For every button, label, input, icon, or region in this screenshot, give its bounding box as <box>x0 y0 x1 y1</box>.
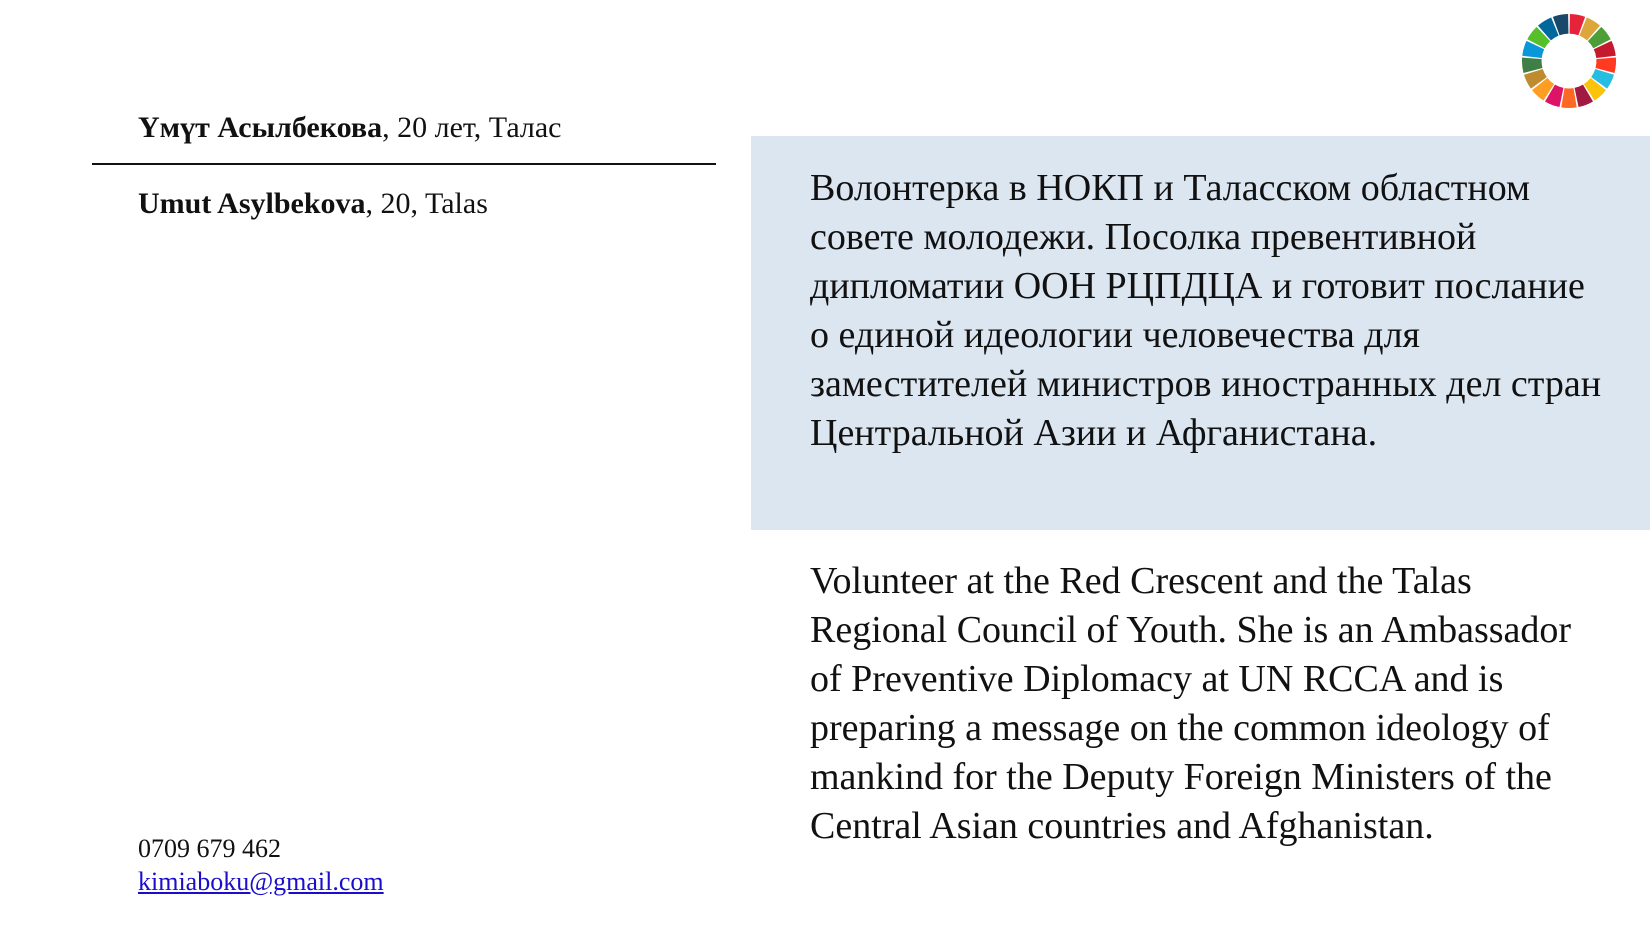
name-line-en <box>138 184 488 224</box>
name-line-ru <box>138 108 562 148</box>
sdg-color-wheel-icon <box>1520 12 1618 110</box>
bio-text-ru: Волонтерка в НОКП и Таласском областном совете молодежи. Посолка превентивной дипломатии ООН РЦПДЦА и готовит послание о единой идеологии человечества для заместителей министров иностранных дел стран Центральной Азии и Афганистана. <box>810 167 1602 454</box>
bio-text-en: Volunteer at the Red Crescent and the Talas Regional Council of Youth. She is an Ambassador of Preventive Diplomacy at UN RCCA and is preparing a message on the common ideology of mankind for the Deputy Foreign Ministers of the Central Asian countries and Afghanistan. <box>810 560 1572 847</box>
name-divider <box>92 163 716 165</box>
person-name-en: Umut Asylbekova <box>138 187 366 220</box>
person-details-ru: , 20 лет, Талас <box>382 111 562 144</box>
email-link[interactable]: kimiaboku@gmail.com <box>138 867 384 896</box>
person-name-ru: Үмүт Асылбекова <box>138 111 383 144</box>
phone-number: 0709 679 462 <box>138 834 281 863</box>
person-details-en: , 20, Talas <box>365 187 488 220</box>
sdg-wheel-segment <box>1561 88 1577 108</box>
contact-block <box>138 832 384 898</box>
